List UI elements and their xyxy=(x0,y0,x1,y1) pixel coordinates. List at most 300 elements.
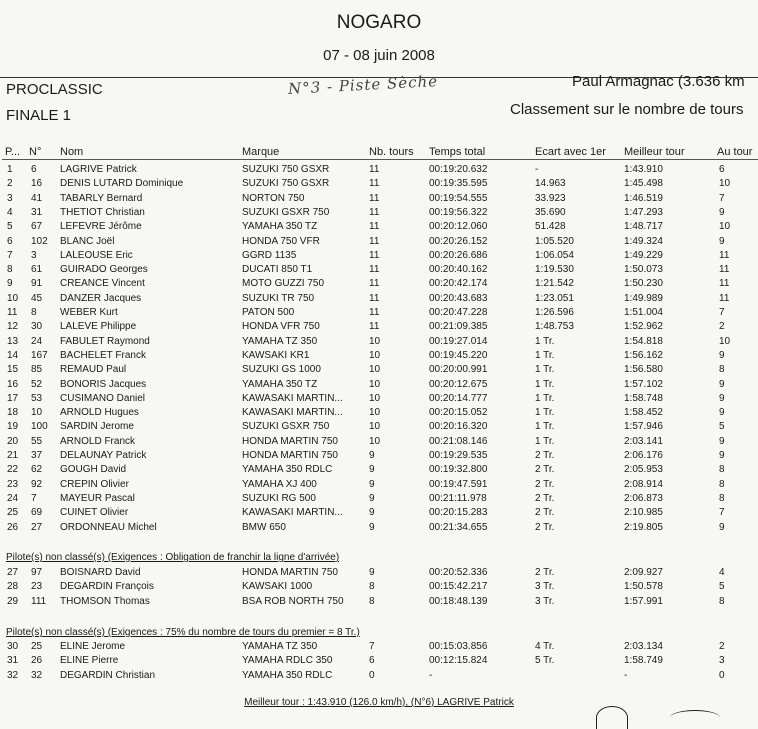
cell-laps: 11 xyxy=(369,321,380,333)
cell-total-time: 00:21:08.146 xyxy=(429,435,488,447)
cell-name: DELAUNAY Patrick xyxy=(60,450,147,461)
cell-number: 30 xyxy=(31,321,43,333)
cell-number: 100 xyxy=(31,421,48,433)
cell-lap-of-best: 2 xyxy=(719,321,725,333)
cell-name: BACHELET Franck xyxy=(60,349,146,361)
cell-position: 10 xyxy=(7,292,19,304)
table-row xyxy=(0,263,758,276)
table-row xyxy=(0,292,758,305)
cell-best-lap: 1:58.749 xyxy=(624,655,663,667)
cell-lap-of-best: 7 xyxy=(719,307,725,318)
cell-make: YAMAHA 350 RDLC xyxy=(242,464,333,476)
column-header-divider xyxy=(2,159,758,160)
cell-gap: 4 Tr. xyxy=(535,641,555,652)
cell-gap: 2 Tr. xyxy=(535,464,555,476)
cell-make: GGRD 1135 xyxy=(242,249,297,261)
cell-make: HONDA VFR 750 xyxy=(242,321,320,333)
table-row xyxy=(0,406,758,419)
cell-laps: 0 xyxy=(369,669,375,681)
cell-name: GOUGH David xyxy=(60,464,127,476)
cell-position: 30 xyxy=(7,641,19,652)
cell-best-lap: 1:50.073 xyxy=(624,264,663,276)
cell-make: YAMAHA RDLC 350 xyxy=(242,655,333,667)
cell-laps: 11 xyxy=(369,235,380,247)
cell-make: NORTON 750 xyxy=(242,192,305,204)
table-row xyxy=(0,306,758,319)
table-row xyxy=(0,463,758,476)
cell-total-time: 00:20:16.320 xyxy=(429,421,488,433)
cell-best-lap: 1:46.519 xyxy=(624,192,663,204)
cell-lap-of-best: 6 xyxy=(719,164,725,175)
cell-position: 16 xyxy=(7,378,19,390)
cell-make: KAWSAKI 1000 xyxy=(242,581,313,593)
cell-position: 7 xyxy=(7,249,13,261)
cell-laps: 11 xyxy=(369,192,380,204)
cell-best-lap: 2:08.914 xyxy=(624,478,663,490)
cell-number: 32 xyxy=(31,669,43,681)
cell-make: YAMAHA TZ 350 xyxy=(242,335,318,347)
table-row xyxy=(0,595,758,608)
cell-name: DENIS LUTARD Dominique xyxy=(60,178,184,190)
cell-total-time: 00:12:15.824 xyxy=(429,655,488,667)
table-row xyxy=(0,521,758,534)
cell-number: 37 xyxy=(31,450,43,461)
cell-best-lap: 2:19.805 xyxy=(624,521,663,533)
cell-laps: 10 xyxy=(369,335,381,347)
cell-position: 27 xyxy=(7,567,19,578)
cell-name: LALEVE Philippe xyxy=(60,321,137,333)
cell-lap-of-best: 11 xyxy=(719,278,730,290)
cell-name: REMAUD Paul xyxy=(60,364,127,376)
cell-lap-of-best: 7 xyxy=(719,507,725,519)
cell-number: 92 xyxy=(31,478,43,490)
cell-number: 24 xyxy=(31,335,43,347)
cell-laps: 9 xyxy=(369,507,375,519)
cell-lap-of-best: 9 xyxy=(719,378,725,390)
cell-name: LALEOUSE Eric xyxy=(60,249,133,261)
cell-gap: 1 Tr. xyxy=(535,421,555,433)
cell-gap: 14.963 xyxy=(535,178,566,190)
table-row xyxy=(0,235,758,248)
cell-laps: 11 xyxy=(369,264,380,276)
cell-best-lap: 1:50.578 xyxy=(624,581,663,593)
cell-name: FABULET Raymond xyxy=(60,335,150,347)
ranking-subtitle: Classement sur le nombre de tours xyxy=(510,101,744,118)
table-row xyxy=(0,192,758,205)
table-row xyxy=(0,669,758,682)
cell-name: CUSIMANO Daniel xyxy=(60,392,146,404)
cell-number: 41 xyxy=(31,192,43,204)
cell-number: 27 xyxy=(31,521,43,533)
cell-make: YAMAHA XJ 400 xyxy=(242,478,317,490)
cell-number: 53 xyxy=(31,392,43,404)
cell-best-lap: 1:56.162 xyxy=(624,349,663,361)
cell-gap: 1:23.051 xyxy=(535,292,574,304)
cell-position: 6 xyxy=(7,235,13,247)
cell-number: 6 xyxy=(31,164,37,175)
cell-position: 23 xyxy=(7,478,19,490)
cell-laps: 6 xyxy=(369,655,375,667)
cell-make: SUZUKI GSXR 750 xyxy=(242,206,330,218)
cell-name: CREANCE Vincent xyxy=(60,278,145,290)
section-title-unclassified-finish: Pilote(s) non classé(s) (Exigences : Obligation de franchir la ligne d'arrivée) xyxy=(6,552,340,563)
cell-number: 52 xyxy=(31,378,43,390)
table-row xyxy=(0,277,758,290)
cell-lap-of-best: 8 xyxy=(719,464,725,476)
cell-gap: 1 Tr. xyxy=(535,407,555,419)
cell-make: SUZUKI GS 1000 xyxy=(242,364,321,376)
cell-gap: 1:26.596 xyxy=(535,307,574,318)
cell-name: LAGRIVE Patrick xyxy=(60,164,137,175)
table-row xyxy=(0,349,758,362)
cell-lap-of-best: 11 xyxy=(719,249,730,261)
cell-lap-of-best: 9 xyxy=(719,407,725,419)
cell-gap: 35.690 xyxy=(535,206,566,218)
cell-name: ARNOLD Hugues xyxy=(60,407,139,419)
cell-name: LEFEVRE Jérôme xyxy=(60,221,142,233)
cell-gap: - xyxy=(535,164,539,175)
cell-gap: 2 Tr. xyxy=(535,567,555,578)
cell-best-lap: 1:56.580 xyxy=(624,364,663,376)
cell-make: SUZUKI TR 750 xyxy=(242,292,315,304)
cell-laps: 10 xyxy=(369,435,381,447)
cell-laps: 11 xyxy=(369,206,380,218)
best-lap-summary: Meilleur tour : 1:43.910 (126.0 km/h), (N°6) LAGRIVE Patrick xyxy=(244,697,514,708)
cell-make: PATON 500 xyxy=(242,307,295,318)
cell-number: 3 xyxy=(31,249,37,261)
cell-lap-of-best: 9 xyxy=(719,521,725,533)
table-row xyxy=(0,420,758,433)
cell-total-time: 00:20:00.991 xyxy=(429,364,488,376)
table-row xyxy=(0,220,758,233)
cell-best-lap: 1:51.004 xyxy=(624,307,663,318)
cell-total-time: 00:20:43.683 xyxy=(429,292,488,304)
cell-gap: 3 Tr. xyxy=(535,581,555,593)
cell-position: 24 xyxy=(7,492,19,504)
cell-gap: 1 Tr. xyxy=(535,349,555,361)
cell-name: THOMSON Thomas xyxy=(60,595,150,607)
col-header-position: P... xyxy=(5,146,21,158)
table-row xyxy=(0,566,758,579)
cell-position: 32 xyxy=(7,669,19,681)
cell-total-time: 00:15:42.217 xyxy=(429,581,488,593)
cell-position: 11 xyxy=(7,307,18,318)
cell-make: SUZUKI GSXR 750 xyxy=(242,421,330,433)
cell-name: DANZER Jacques xyxy=(60,292,142,304)
cell-position: 9 xyxy=(7,278,13,290)
cell-name: CREPIN Olivier xyxy=(60,478,129,490)
table-row xyxy=(0,249,758,262)
cell-best-lap: 1:48.717 xyxy=(624,221,663,233)
cell-laps: 8 xyxy=(369,581,375,593)
cell-laps: 9 xyxy=(369,492,375,504)
cell-laps: 10 xyxy=(369,378,381,390)
cell-total-time: 00:20:15.052 xyxy=(429,407,488,419)
cell-lap-of-best: 11 xyxy=(719,292,730,304)
cell-gap: 2 Tr. xyxy=(535,507,555,519)
cell-best-lap: 1:57.102 xyxy=(624,378,663,390)
cell-laps: 9 xyxy=(369,567,375,578)
cell-name: TABARLY Bernard xyxy=(60,192,143,204)
signature-mark xyxy=(670,710,720,725)
table-row xyxy=(0,640,758,653)
table-row xyxy=(0,492,758,505)
cell-lap-of-best: 10 xyxy=(719,178,731,190)
cell-lap-of-best: 9 xyxy=(719,349,725,361)
cell-gap: 1:48.753 xyxy=(535,321,574,333)
cell-gap: 1 Tr. xyxy=(535,378,555,390)
cell-laps: 11 xyxy=(369,249,380,261)
table-row xyxy=(0,654,758,667)
cell-number: 102 xyxy=(31,235,48,247)
cell-make: MOTO GUZZI 750 xyxy=(242,278,325,290)
table-row xyxy=(0,335,758,348)
cell-name: MAYEUR Pascal xyxy=(60,492,135,504)
cell-total-time: 00:20:47.228 xyxy=(429,307,488,318)
cell-lap-of-best: 9 xyxy=(719,235,725,247)
cell-best-lap: 1:58.452 xyxy=(624,407,663,419)
cell-position: 12 xyxy=(7,321,19,333)
race-name: FINALE 1 xyxy=(6,107,72,124)
cell-laps: 11 xyxy=(369,221,380,233)
cell-make: HONDA MARTIN 750 xyxy=(242,450,338,461)
cell-laps: 9 xyxy=(369,478,375,490)
cell-number: 7 xyxy=(31,492,37,504)
table-row xyxy=(0,435,758,448)
cell-number: 69 xyxy=(31,507,43,519)
cell-make: HONDA 750 VFR xyxy=(242,235,320,247)
cell-total-time: 00:21:11.978 xyxy=(429,492,487,504)
cell-laps: 9 xyxy=(369,464,375,476)
cell-number: 55 xyxy=(31,435,43,447)
cell-best-lap: 1:57.946 xyxy=(624,421,663,433)
cell-position: 17 xyxy=(7,392,19,404)
cell-lap-of-best: 5 xyxy=(719,581,725,593)
cell-name: ARNOLD Franck xyxy=(60,435,136,447)
cell-make: YAMAHA 350 TZ xyxy=(242,378,318,390)
cell-total-time: 00:20:26.152 xyxy=(429,235,488,247)
cell-name: BONORIS Jacques xyxy=(60,378,147,390)
cell-position: 26 xyxy=(7,521,19,533)
cell-make: YAMAHA 350 TZ xyxy=(242,221,318,233)
cell-gap: 2 Tr. xyxy=(535,478,555,490)
cell-lap-of-best: 2 xyxy=(719,641,725,652)
cell-number: 45 xyxy=(31,292,43,304)
col-header-total-time: Temps total xyxy=(429,146,486,158)
cell-number: 25 xyxy=(31,641,43,652)
col-header-number: N° xyxy=(29,146,42,158)
table-row xyxy=(0,449,758,462)
cell-make: DUCATI 850 T1 xyxy=(242,264,313,276)
cell-total-time: - xyxy=(429,669,433,681)
cell-number: 111 xyxy=(31,595,47,607)
cell-best-lap: 1:54.818 xyxy=(624,335,663,347)
cell-total-time: 00:19:47.591 xyxy=(429,478,488,490)
cell-lap-of-best: 9 xyxy=(719,206,725,218)
cell-total-time: 00:19:20.632 xyxy=(429,164,488,175)
cell-name: CUINET Olivier xyxy=(60,507,129,519)
cell-best-lap: 1:52.962 xyxy=(624,321,663,333)
cell-lap-of-best: 7 xyxy=(719,192,725,204)
cell-name: SARDIN Jerome xyxy=(60,421,134,433)
signature-mark xyxy=(596,706,628,729)
handwritten-note: N°3 - Piste Sèche xyxy=(287,72,439,98)
cell-gap: 2 Tr. xyxy=(535,492,555,504)
cell-gap: 51.428 xyxy=(535,221,566,233)
cell-best-lap: 2:06.176 xyxy=(624,450,663,461)
col-header-gap: Ecart avec 1er xyxy=(535,146,606,158)
cell-gap: 2 Tr. xyxy=(535,450,555,461)
cell-best-lap: - xyxy=(624,669,628,681)
cell-name: ELINE Pierre xyxy=(60,655,119,667)
table-row xyxy=(0,580,758,593)
cell-total-time: 00:20:14.777 xyxy=(429,392,488,404)
cell-name: ELINE Jerome xyxy=(60,641,126,652)
cell-laps: 11 xyxy=(369,178,380,190)
cell-lap-of-best: 8 xyxy=(719,364,725,376)
table-row xyxy=(0,392,758,405)
cell-gap: 1:06.054 xyxy=(535,249,574,261)
cell-total-time: 00:15:03.856 xyxy=(429,641,488,652)
cell-lap-of-best: 8 xyxy=(719,478,725,490)
cell-gap: 1 Tr. xyxy=(535,435,555,447)
cell-make: SUZUKI RG 500 xyxy=(242,492,316,504)
cell-laps: 11 xyxy=(369,292,380,304)
cell-number: 62 xyxy=(31,464,43,476)
cell-total-time: 00:20:12.060 xyxy=(429,221,488,233)
cell-number: 8 xyxy=(31,307,37,318)
cell-make: YAMAHA TZ 350 xyxy=(242,641,318,652)
cell-position: 25 xyxy=(7,507,19,519)
cell-position: 22 xyxy=(7,464,19,476)
cell-total-time: 00:21:09.385 xyxy=(429,321,488,333)
cell-name: DEGARDIN Christian xyxy=(60,669,156,681)
col-header-lap-of-best: Au tour xyxy=(717,146,753,158)
col-header-make: Marque xyxy=(242,146,280,158)
cell-name: ORDONNEAU Michel xyxy=(60,521,157,533)
cell-best-lap: 2:03.141 xyxy=(624,435,663,447)
col-header-name: Nom xyxy=(60,146,84,158)
cell-laps: 10 xyxy=(369,407,381,419)
cell-total-time: 00:19:32.800 xyxy=(429,464,488,476)
cell-best-lap: 1:57.991 xyxy=(624,595,663,607)
cell-number: 16 xyxy=(31,178,43,190)
cell-total-time: 00:19:56.322 xyxy=(429,206,488,218)
cell-position: 2 xyxy=(7,178,13,190)
cell-lap-of-best: 8 xyxy=(719,492,725,504)
cell-gap: 1 Tr. xyxy=(535,335,555,347)
cell-position: 5 xyxy=(7,221,13,233)
cell-name: THETIOT Christian xyxy=(60,206,145,218)
cell-lap-of-best: 11 xyxy=(719,264,730,276)
cell-best-lap: 2:05.953 xyxy=(624,464,663,476)
cell-name: BOISNARD David xyxy=(60,567,141,578)
cell-lap-of-best: 9 xyxy=(719,450,725,461)
cell-name: WEBER Kurt xyxy=(60,307,118,318)
cell-total-time: 00:19:45.220 xyxy=(429,349,488,361)
cell-position: 4 xyxy=(7,206,13,218)
cell-best-lap: 1:49.324 xyxy=(624,235,663,247)
cell-lap-of-best: 4 xyxy=(719,567,725,578)
cell-laps: 10 xyxy=(369,349,381,361)
cell-total-time: 00:20:42.174 xyxy=(429,278,488,290)
cell-gap: 1:19.530 xyxy=(535,264,574,276)
cell-laps: 9 xyxy=(369,450,375,461)
cell-laps: 11 xyxy=(369,307,380,318)
cell-best-lap: 2:03.134 xyxy=(624,641,663,652)
cell-total-time: 00:20:26.686 xyxy=(429,249,488,261)
cell-best-lap: 1:58.748 xyxy=(624,392,663,404)
cell-number: 97 xyxy=(31,567,43,578)
cell-make: KAWSAKI KR1 xyxy=(242,349,310,361)
table-row xyxy=(0,478,758,491)
cell-number: 67 xyxy=(31,221,43,233)
cell-gap: 1:21.542 xyxy=(535,278,574,290)
cell-gap: 1 Tr. xyxy=(535,392,555,404)
cell-best-lap: 1:45.498 xyxy=(624,178,663,190)
cell-lap-of-best: 0 xyxy=(719,669,725,681)
circuit-name: Paul Armagnac (3.636 km xyxy=(572,73,745,90)
cell-number: 23 xyxy=(31,581,43,593)
cell-gap: 33.923 xyxy=(535,192,566,204)
cell-make: KAWASAKI MARTIN... xyxy=(242,507,343,519)
cell-number: 167 xyxy=(31,349,48,361)
cell-position: 31 xyxy=(7,655,19,667)
cell-make: SUZUKI 750 GSXR xyxy=(242,178,330,190)
table-row xyxy=(0,363,758,376)
cell-position: 20 xyxy=(7,435,19,447)
cell-position: 13 xyxy=(7,335,19,347)
col-header-best-lap: Meilleur tour xyxy=(624,146,685,158)
cell-laps: 10 xyxy=(369,364,381,376)
table-row xyxy=(0,320,758,333)
cell-lap-of-best: 10 xyxy=(719,335,731,347)
cell-total-time: 00:18:48.139 xyxy=(429,595,488,607)
cell-gap: 1 Tr. xyxy=(535,364,555,376)
cell-position: 18 xyxy=(7,407,19,419)
cell-position: 14 xyxy=(7,349,19,361)
cell-number: 31 xyxy=(31,206,43,218)
cell-gap: 1:05.520 xyxy=(535,235,574,247)
cell-best-lap: 2:09.927 xyxy=(624,567,663,578)
cell-best-lap: 1:49.229 xyxy=(624,249,663,261)
cell-position: 8 xyxy=(7,264,13,276)
cell-laps: 8 xyxy=(369,595,375,607)
cell-laps: 10 xyxy=(369,421,381,433)
cell-total-time: 00:19:54.555 xyxy=(429,192,488,204)
cell-lap-of-best: 3 xyxy=(719,655,725,667)
cell-number: 61 xyxy=(31,264,43,276)
cell-make: HONDA MARTIN 750 xyxy=(242,435,338,447)
cell-total-time: 00:19:27.014 xyxy=(429,335,488,347)
cell-best-lap: 2:10.985 xyxy=(624,507,663,519)
cell-make: HONDA MARTIN 750 xyxy=(242,567,338,578)
cell-gap: 2 Tr. xyxy=(535,521,555,533)
cell-lap-of-best: 9 xyxy=(719,392,725,404)
cell-laps: 11 xyxy=(369,278,380,290)
cell-total-time: 00:20:12.675 xyxy=(429,378,488,390)
table-row xyxy=(0,163,758,176)
cell-position: 29 xyxy=(7,595,19,607)
cell-total-time: 00:19:35.595 xyxy=(429,178,488,190)
cell-gap: 3 Tr. xyxy=(535,595,555,607)
cell-lap-of-best: 5 xyxy=(719,421,725,433)
cell-total-time: 00:21:34.655 xyxy=(429,521,488,533)
event-dates: 07 - 08 juin 2008 xyxy=(323,47,435,64)
cell-laps: 7 xyxy=(369,641,375,652)
cell-best-lap: 1:43.910 xyxy=(624,164,663,175)
cell-best-lap: 2:06.873 xyxy=(624,492,663,504)
